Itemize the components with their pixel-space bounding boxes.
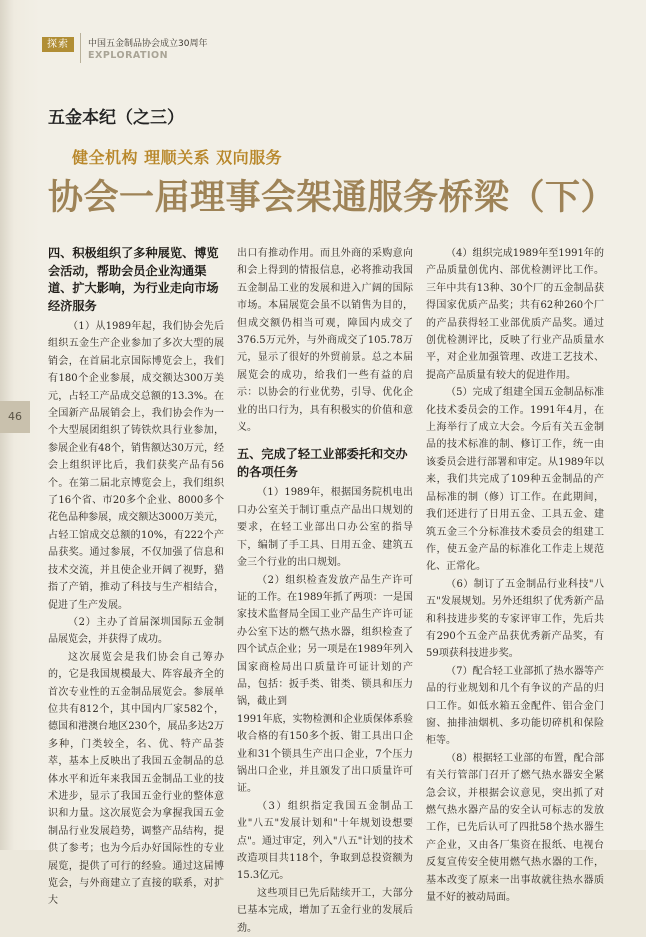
paragraph: 出口有推动作用。而且外商的采购意向和会上得到的情报信息，必将推动我国五金制品工业的发展和进入广阔的国际市场。本届展览会虽不以销售为目的，但成交额仍相当可观，障国内成交了376.5万元外，与外商成交了105.78万元，显示了很好的外贸前景。总之本届展览会的成功，给我们一些有益的启示：以协会的行业优势，引导、优化企业的出口行为，具有积极实的价值和意义。	[237, 248, 413, 434]
paragraph: （3）组织指定我国五金制品工业"八五"发展计划和"十年规划设想要点"。通过审定，列入"八五"计划的技术改造项目共118个，争取到总投资额为15.3亿元。	[237, 800, 413, 882]
section-heading-5: 五、完成了轻工业部委托和交办的各项任务	[237, 447, 408, 479]
header-divider	[80, 33, 81, 63]
page-number: 46	[0, 401, 30, 433]
series-title: 五金本纪（之三）	[48, 108, 184, 128]
paragraph: 1991年底，实物检测和企业质保体系验收合格的有150多个扳、钳工具出口企业和31个锁具生产出口企业，7个压力锅出口企业，并且颁发了出口质量许可证。	[237, 713, 413, 795]
column-1	[48, 245, 224, 907]
paragraph: （2）主办了首届深圳国际五金制品展览会，并获得了成功。	[48, 616, 224, 646]
paragraph: 这些项目已先后陆续开工，大部分已基本完成，增加了五金行业的发展后劲。	[237, 887, 413, 934]
paragraph: （2）组织检查发放产品生产许可证的工作。在1989年抓了两项：一是国家技术监督局全国工业产品生产许可证办公室下达的燃气热水器，组织检查了四个试点企业；另一项是在1989年列入国家商检局出口质量许可证计划的产品，包括：扳手类、钳类、锁具和压力锅，截止到	[237, 574, 413, 708]
article-title: 协会一届理事会架通服务桥梁（下）	[48, 177, 617, 218]
section-tag: 探索	[42, 37, 74, 52]
header-section-name: EXPLORATION	[88, 50, 169, 61]
paragraph: （4）组织完成1989年至1991年的产品质量创优内、部优检测评比工作。三年中共有13种、30个厂的五金制品获得国家优质产品奖；共有62种260个厂的产品获得轻工业部优质产品奖。通过创优检测评比，反映了行业产品质量水平，对企业加强管理、改进工艺技术、提高产品质量有较大的促进作用。	[426, 248, 604, 381]
paragraph: （1）1989年，根据国务院机电出口办公室关于制订重点产品出口规划的要求，在轻工业部出口办公室的指导下，编制了手工具、日用五金、建筑五金三个行业的出口规划。	[237, 487, 413, 569]
column-2	[237, 245, 413, 934]
header-title: 中国五金制品协会成立30周年	[88, 39, 208, 49]
paragraph: 这次展览会是我们协会自己筹办的，它是我国规模最大、阵容最齐全的首次专业性的五金制品展览会。参展单位共有812个，其中国内厂家582个，德国和港澳台地区230个，展品多达2万多种，门类较全，名、优、特产品荟萃，基本上反映出了我国五金制品的总体水平和近年来我国五金制品工业的技术进步，显示了我国五金行业的整体意识和力量。这次展览会为拿握我国五金制品行业发展趋势，调整产品结构，提供了参考；也为今后办好国际性的专业展览，提供了可行的经验。通过这届博览会，与外商建立了直接的联系，对扩大	[48, 651, 224, 907]
column-3	[426, 245, 604, 904]
paragraph: （1）从1989年起，我们协会先后组织五金生产企业参加了多次大型的展销会，在首届北京国际博览会上，我们有180个企业参展，成交额达300万美元，占轻工产品成交总额的13.3%。在全国新产品展销会上，我们协会作为一个大型展团组织了铸铁炊具行业参加，参展企业有48个，销售额达30万元，经会上组织评比后，我们获奖产品有56个。在第二届北京博览会上，我们组织了16个省、市20多个企业、8000多个花色品种参展，成交额达3000万美元，占轻工馆成交总额的10%，有222个产品获奖。通过参展，不仅加强了信息和技术交流，并且使企业开阔了视野，猎指了产销，推动了科技与生产相结合，促进了生产发展。	[48, 321, 224, 611]
section-heading-4: 四、积极组织了多种展览、博览会活动，帮助会员企业沟通渠道、扩大影响，为行业走向市场经济服务	[48, 246, 219, 313]
article-subtitle: 健全机构 理顺关系 双向服务	[72, 148, 283, 167]
paragraph: （6）制订了五金制品行业科技"八五"发展规划。另外还组织了优秀新产品和科技进步奖的专家评审工作，先后共有290个五金产品获优秀新产品奖，有59项获科技进步奖。	[426, 578, 604, 660]
paragraph: （7）配合轻工业部抓了热水器等产品的行业规划和几个有争议的产品的归口工作。如低水箱五金配件、铝合金门窗、抽排油烟机、多功能切碎机和保险柜等。	[426, 665, 604, 747]
paragraph: （8）根据轻工业部的布置，配合部有关行管部门召开了燃气热水器安全紧急会议，并根据会议意见，突出抓了对燃气热水器产品的安全认可标志的发放工作，已先后认可了四批58个热水器生产企业，又由各厂集资在报纸、电视台反复宣传安全使用燃气热水器的工作，基本改变了原来一出事故就往热水器质量不好的被动局面。	[426, 752, 604, 904]
paragraph: （5）完成了组建全国五金制品标准化技术委员会的工作。1991年4月，在上海举行了成立大会。今后有关五金制品的技术标准的制、修订工作，统一由该委员会进行部署和审定。从1989年以来，我们共完成了109种五金制品的产品标准的制（修）订工作。在此期间，我们还进行了日用五金、工具五金、建筑五金三个分标准技术委员会的组建工作，使五金产品的标准化工作走上规范化、正常化。	[426, 387, 604, 573]
